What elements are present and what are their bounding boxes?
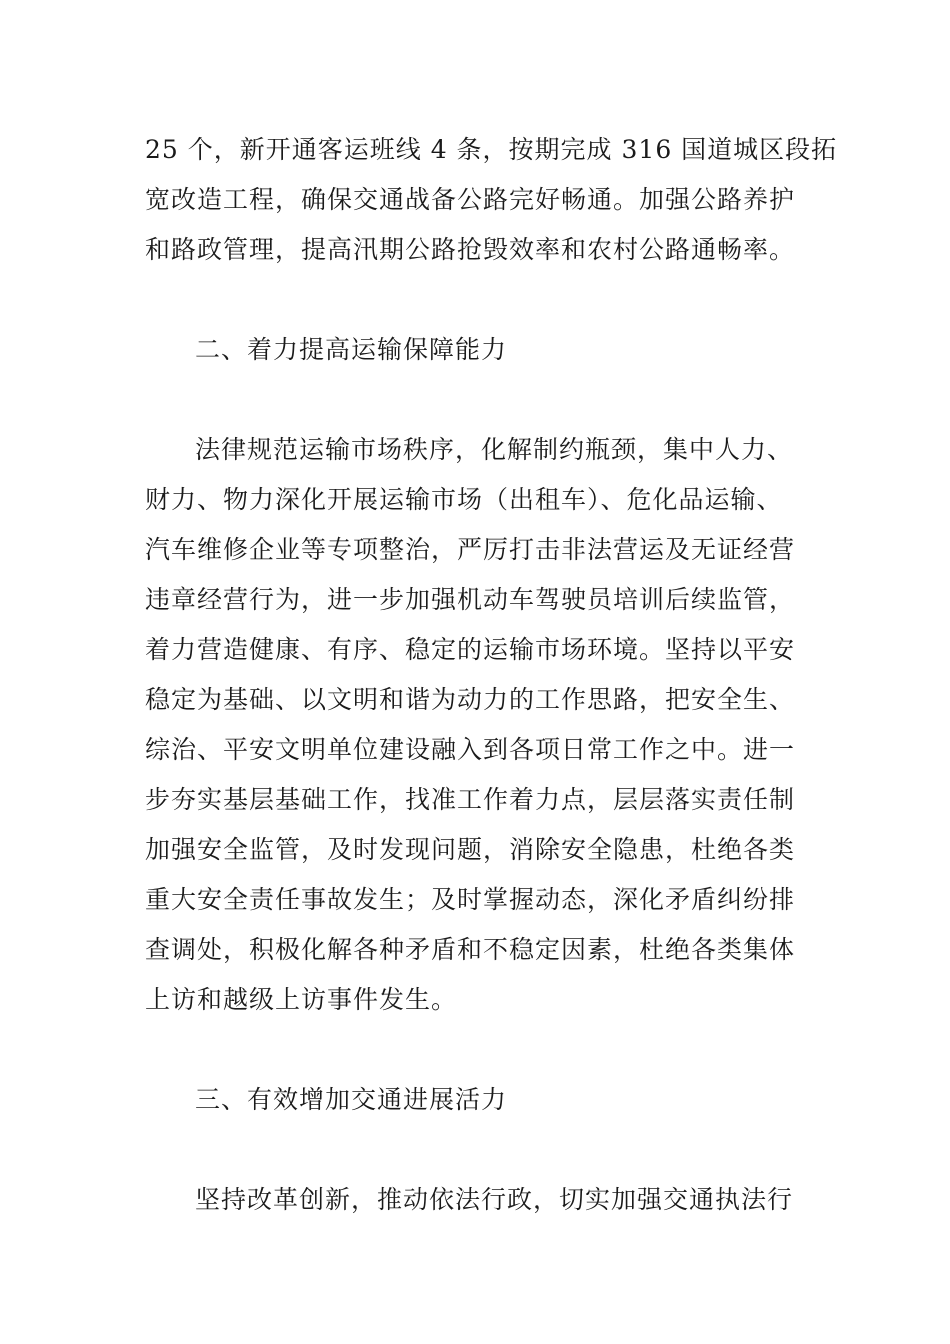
paragraph-line: 综治、平安文明单位建设融入到各项日常工作之中。进一 xyxy=(145,735,796,764)
paragraph-line: 汽车维修企业等专项整治，严厉打击非法营运及无证经营 xyxy=(145,535,796,564)
paragraph-line: 和路政管理，提高汛期公路抢毁效率和农村公路通畅率。 xyxy=(145,235,796,264)
paragraph-line: 25 个，新开通客运班线 4 条，按期完成 316 国道城区段拓 xyxy=(145,135,838,164)
paragraph-line: 重大安全责任事故发生；及时掌握动态，深化矛盾纠纷排 xyxy=(145,885,796,914)
paragraph-line: 加强安全监管，及时发现问题，消除安全隐患，杜绝各类 xyxy=(145,835,796,864)
paragraph-line: 违章经营行为，进一步加强机动车驾驶员培训后续监管， xyxy=(145,585,796,614)
paragraph-line: 查调处，积极化解各种矛盾和不稳定因素，杜绝各类集体 xyxy=(145,935,796,964)
paragraph-line: 稳定为基础、以文明和谐为动力的工作思路，把安全生、 xyxy=(145,685,796,714)
paragraph-line: 着力营造健康、有序、稳定的运输市场环境。坚持以平安 xyxy=(145,635,796,664)
section-heading: 三、有效增加交通进展活力 xyxy=(195,1085,508,1114)
section-heading: 二、着力提高运输保障能力 xyxy=(195,335,508,364)
paragraph-line: 坚持改革创新，推动依法行政，切实加强交通执法行 xyxy=(195,1185,794,1214)
paragraph-line: 财力、物力深化开展运输市场（出租车）、危化品运输、 xyxy=(145,485,783,514)
paragraph-line: 步夯实基层基础工作，找准工作着力点，层层落实责任制 xyxy=(145,785,796,814)
paragraph-line: 上访和越级上访事件发生。 xyxy=(145,985,458,1014)
paragraph-line: 法律规范运输市场秩序，化解制约瓶颈，集中人力、 xyxy=(195,435,794,464)
paragraph-line: 宽改造工程，确保交通战备公路完好畅通。加强公路养护 xyxy=(145,185,796,214)
